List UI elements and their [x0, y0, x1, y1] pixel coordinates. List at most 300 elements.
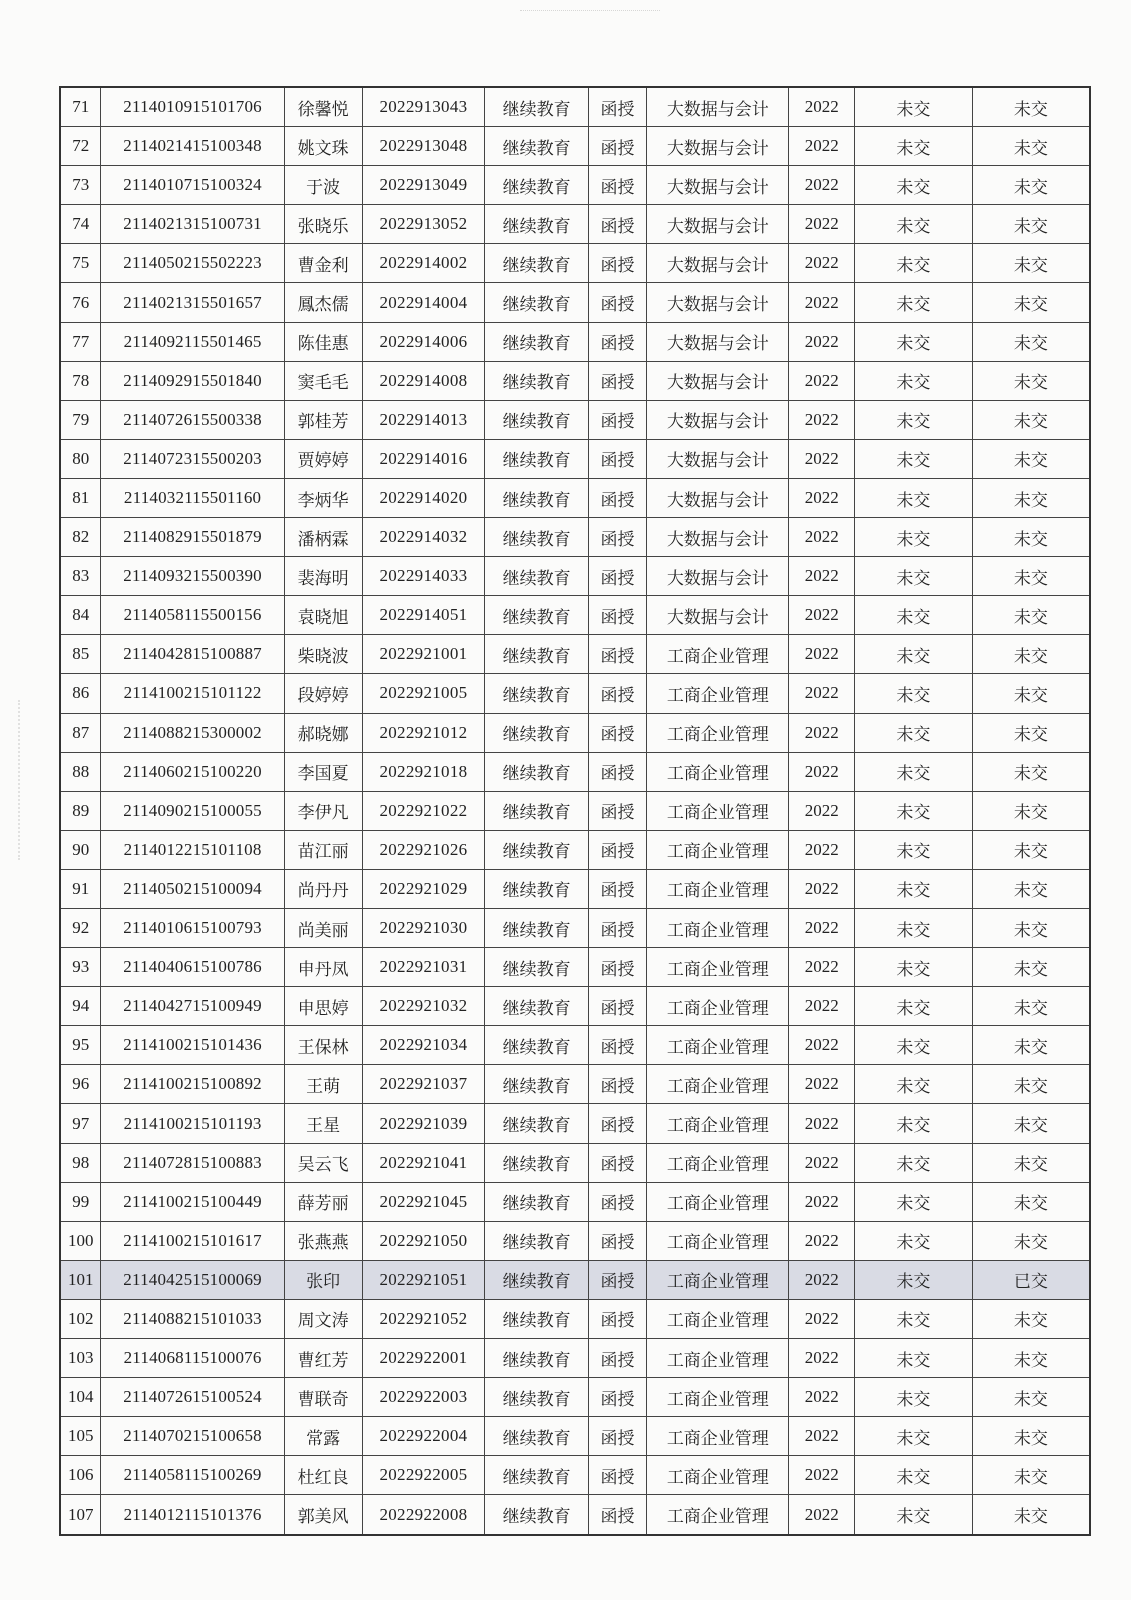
- row-id-number: 2114060215100220: [101, 752, 284, 791]
- row-status-1: 未交: [854, 1026, 972, 1065]
- row-major: 大数据与会计: [647, 361, 789, 400]
- row-seq: 80: [60, 439, 101, 478]
- row-id-number: 2114050215100094: [101, 869, 284, 908]
- row-study-form: 函授: [588, 1104, 646, 1143]
- table-row: [60, 1104, 1090, 1143]
- row-education-type: 继续教育: [485, 478, 588, 517]
- row-year: 2022: [789, 1378, 855, 1417]
- row-status-2: 未交: [972, 1221, 1090, 1260]
- row-status-2: 未交: [972, 439, 1090, 478]
- row-status-1: 未交: [854, 791, 972, 830]
- row-major: 工商企业管理: [647, 1026, 789, 1065]
- row-status-1: 未交: [854, 1182, 972, 1221]
- row-status-1: 未交: [854, 1221, 972, 1260]
- row-education-type: 继续教育: [485, 1378, 588, 1417]
- row-education-type: 继续教育: [485, 987, 588, 1026]
- row-student-number: 2022921039: [362, 1104, 485, 1143]
- row-student-number: 2022914032: [362, 518, 485, 557]
- row-seq: 89: [60, 791, 101, 830]
- row-student-number: 2022914033: [362, 557, 485, 596]
- row-name: 姚文珠: [284, 127, 362, 166]
- row-year: 2022: [789, 557, 855, 596]
- row-year: 2022: [789, 439, 855, 478]
- row-seq: 96: [60, 1065, 101, 1104]
- row-id-number: 2114088215300002: [101, 713, 284, 752]
- row-status-1: 未交: [854, 1339, 972, 1378]
- row-study-form: 函授: [588, 1339, 646, 1378]
- row-study-form: 函授: [588, 127, 646, 166]
- row-study-form: 函授: [588, 518, 646, 557]
- row-id-number: 2114100215100892: [101, 1065, 284, 1104]
- row-status-1: 未交: [854, 987, 972, 1026]
- row-major: 工商企业管理: [647, 1143, 789, 1182]
- row-status-1: 未交: [854, 948, 972, 987]
- table-row: [60, 322, 1090, 361]
- table-row: [60, 1378, 1090, 1417]
- row-status-2: 未交: [972, 987, 1090, 1026]
- row-status-1: 未交: [854, 869, 972, 908]
- row-seq: 103: [60, 1339, 101, 1378]
- row-student-number: 2022914006: [362, 322, 485, 361]
- row-status-2: 未交: [972, 791, 1090, 830]
- row-study-form: 函授: [588, 1378, 646, 1417]
- row-study-form: 函授: [588, 1026, 646, 1065]
- row-name: 申丹凤: [284, 948, 362, 987]
- row-status-2: 未交: [972, 518, 1090, 557]
- table-row: [60, 1417, 1090, 1456]
- row-seq: 72: [60, 127, 101, 166]
- row-name: 郝晓娜: [284, 713, 362, 752]
- row-id-number: 2114072615100524: [101, 1378, 284, 1417]
- row-year: 2022: [789, 1026, 855, 1065]
- row-status-1: 未交: [854, 1065, 972, 1104]
- row-status-2: 未交: [972, 322, 1090, 361]
- row-id-number: 2114021315100731: [101, 205, 284, 244]
- row-major: 工商企业管理: [647, 869, 789, 908]
- row-seq: 92: [60, 908, 101, 947]
- row-major: 工商企业管理: [647, 1260, 789, 1299]
- row-seq: 90: [60, 830, 101, 869]
- student-roster-table: [59, 86, 1091, 1536]
- row-education-type: 继续教育: [485, 127, 588, 166]
- row-status-1: 未交: [854, 166, 972, 205]
- row-status-1: 未交: [854, 400, 972, 439]
- row-study-form: 函授: [588, 478, 646, 517]
- row-id-number: 2114058115500156: [101, 596, 284, 635]
- row-education-type: 继续教育: [485, 205, 588, 244]
- row-seq: 93: [60, 948, 101, 987]
- row-student-number: 2022921051: [362, 1260, 485, 1299]
- row-id-number: 2114042515100069: [101, 1260, 284, 1299]
- table-row: [60, 478, 1090, 517]
- row-status-1: 未交: [854, 1417, 972, 1456]
- row-education-type: 继续教育: [485, 869, 588, 908]
- row-id-number: 2114070215100658: [101, 1417, 284, 1456]
- row-year: 2022: [789, 244, 855, 283]
- row-study-form: 函授: [588, 752, 646, 791]
- row-status-1: 未交: [854, 127, 972, 166]
- row-name: 周文涛: [284, 1299, 362, 1338]
- row-seq: 97: [60, 1104, 101, 1143]
- row-year: 2022: [789, 400, 855, 439]
- row-student-number: 2022921026: [362, 830, 485, 869]
- row-study-form: 函授: [588, 1143, 646, 1182]
- row-id-number: 2114010915101706: [101, 87, 284, 127]
- roster-body: [60, 87, 1090, 1535]
- row-seq: 88: [60, 752, 101, 791]
- row-seq: 75: [60, 244, 101, 283]
- row-student-number: 2022921018: [362, 752, 485, 791]
- row-education-type: 继续教育: [485, 557, 588, 596]
- row-name: 贾婷婷: [284, 439, 362, 478]
- row-education-type: 继续教育: [485, 752, 588, 791]
- row-status-1: 未交: [854, 596, 972, 635]
- row-status-2: 未交: [972, 1417, 1090, 1456]
- row-id-number: 2114010715100324: [101, 166, 284, 205]
- row-status-2: 已交: [972, 1260, 1090, 1299]
- row-status-1: 未交: [854, 1260, 972, 1299]
- row-education-type: 继续教育: [485, 87, 588, 127]
- row-year: 2022: [789, 908, 855, 947]
- row-education-type: 继续教育: [485, 1339, 588, 1378]
- row-status-1: 未交: [854, 439, 972, 478]
- row-major: 大数据与会计: [647, 127, 789, 166]
- row-status-2: 未交: [972, 557, 1090, 596]
- row-student-number: 2022922004: [362, 1417, 485, 1456]
- row-year: 2022: [789, 1065, 855, 1104]
- row-study-form: 函授: [588, 987, 646, 1026]
- row-major: 工商企业管理: [647, 1378, 789, 1417]
- row-education-type: 继续教育: [485, 674, 588, 713]
- row-name: 王萌: [284, 1065, 362, 1104]
- row-major: 工商企业管理: [647, 674, 789, 713]
- row-year: 2022: [789, 830, 855, 869]
- table-row: [60, 1221, 1090, 1260]
- table-row: [60, 1339, 1090, 1378]
- row-year: 2022: [789, 478, 855, 517]
- row-education-type: 继续教育: [485, 244, 588, 283]
- row-student-number: 2022921034: [362, 1026, 485, 1065]
- row-name: 于波: [284, 166, 362, 205]
- row-education-type: 继续教育: [485, 1065, 588, 1104]
- row-student-number: 2022921012: [362, 713, 485, 752]
- row-student-number: 2022921037: [362, 1065, 485, 1104]
- row-status-2: 未交: [972, 596, 1090, 635]
- row-education-type: 继续教育: [485, 1221, 588, 1260]
- row-status-2: 未交: [972, 908, 1090, 947]
- row-education-type: 继续教育: [485, 948, 588, 987]
- row-name: 窦毛毛: [284, 361, 362, 400]
- row-study-form: 函授: [588, 1456, 646, 1495]
- row-year: 2022: [789, 948, 855, 987]
- row-id-number: 2114088215101033: [101, 1299, 284, 1338]
- row-status-2: 未交: [972, 1026, 1090, 1065]
- row-status-2: 未交: [972, 830, 1090, 869]
- row-major: 工商企业管理: [647, 1221, 789, 1260]
- table-row: [60, 1182, 1090, 1221]
- row-status-2: 未交: [972, 869, 1090, 908]
- table-row: [60, 674, 1090, 713]
- row-year: 2022: [789, 166, 855, 205]
- row-status-1: 未交: [854, 87, 972, 127]
- row-student-number: 2022922005: [362, 1456, 485, 1495]
- table-row: [60, 1456, 1090, 1495]
- row-status-1: 未交: [854, 322, 972, 361]
- row-id-number: 2114012115101376: [101, 1495, 284, 1535]
- row-id-number: 2114090215100055: [101, 791, 284, 830]
- row-status-2: 未交: [972, 283, 1090, 322]
- row-student-number: 2022922003: [362, 1378, 485, 1417]
- row-year: 2022: [789, 283, 855, 322]
- row-study-form: 函授: [588, 1182, 646, 1221]
- row-name: 王星: [284, 1104, 362, 1143]
- row-student-number: 2022914008: [362, 361, 485, 400]
- row-status-2: 未交: [972, 205, 1090, 244]
- row-student-number: 2022922001: [362, 1339, 485, 1378]
- row-education-type: 继续教育: [485, 830, 588, 869]
- table-row: [60, 1065, 1090, 1104]
- row-year: 2022: [789, 987, 855, 1026]
- row-status-1: 未交: [854, 635, 972, 674]
- row-status-1: 未交: [854, 205, 972, 244]
- row-education-type: 继续教育: [485, 439, 588, 478]
- row-year: 2022: [789, 869, 855, 908]
- row-major: 大数据与会计: [647, 439, 789, 478]
- scan-artifact-left: [18, 700, 48, 860]
- row-status-2: 未交: [972, 1065, 1090, 1104]
- row-id-number: 2114040615100786: [101, 948, 284, 987]
- row-status-2: 未交: [972, 1143, 1090, 1182]
- row-status-2: 未交: [972, 166, 1090, 205]
- row-major: 工商企业管理: [647, 908, 789, 947]
- row-status-1: 未交: [854, 752, 972, 791]
- row-name: 杜红良: [284, 1456, 362, 1495]
- row-education-type: 继续教育: [485, 1495, 588, 1535]
- row-name: 潘柄霖: [284, 518, 362, 557]
- row-name: 裴海明: [284, 557, 362, 596]
- row-id-number: 2114100215101193: [101, 1104, 284, 1143]
- row-name: 吴云飞: [284, 1143, 362, 1182]
- table-row: [60, 439, 1090, 478]
- row-year: 2022: [789, 674, 855, 713]
- row-status-2: 未交: [972, 948, 1090, 987]
- row-major: 工商企业管理: [647, 1299, 789, 1338]
- row-status-1: 未交: [854, 1456, 972, 1495]
- row-status-2: 未交: [972, 713, 1090, 752]
- row-id-number: 2114012215101108: [101, 830, 284, 869]
- row-year: 2022: [789, 1495, 855, 1535]
- row-study-form: 函授: [588, 439, 646, 478]
- row-study-form: 函授: [588, 791, 646, 830]
- row-seq: 102: [60, 1299, 101, 1338]
- row-study-form: 函授: [588, 1221, 646, 1260]
- row-name: 郭桂芳: [284, 400, 362, 439]
- table-row: [60, 205, 1090, 244]
- row-study-form: 函授: [588, 1299, 646, 1338]
- row-status-1: 未交: [854, 361, 972, 400]
- row-major: 大数据与会计: [647, 557, 789, 596]
- row-id-number: 2114082915501879: [101, 518, 284, 557]
- row-status-2: 未交: [972, 1299, 1090, 1338]
- row-seq: 71: [60, 87, 101, 127]
- row-education-type: 继续教育: [485, 1104, 588, 1143]
- row-seq: 101: [60, 1260, 101, 1299]
- row-status-1: 未交: [854, 1378, 972, 1417]
- row-status-2: 未交: [972, 1182, 1090, 1221]
- row-education-type: 继续教育: [485, 1143, 588, 1182]
- row-study-form: 函授: [588, 166, 646, 205]
- row-status-1: 未交: [854, 674, 972, 713]
- row-study-form: 函授: [588, 283, 646, 322]
- row-name: 李炳华: [284, 478, 362, 517]
- row-year: 2022: [789, 127, 855, 166]
- row-major: 大数据与会计: [647, 205, 789, 244]
- scan-artifact-top: [520, 10, 660, 19]
- row-student-number: 2022914051: [362, 596, 485, 635]
- row-seq: 99: [60, 1182, 101, 1221]
- row-seq: 81: [60, 478, 101, 517]
- row-id-number: 2114072315500203: [101, 439, 284, 478]
- row-education-type: 继续教育: [485, 1026, 588, 1065]
- row-seq: 85: [60, 635, 101, 674]
- row-student-number: 2022914020: [362, 478, 485, 517]
- row-major: 大数据与会计: [647, 283, 789, 322]
- row-student-number: 2022921045: [362, 1182, 485, 1221]
- table-row: [60, 908, 1090, 947]
- row-education-type: 继续教育: [485, 283, 588, 322]
- row-year: 2022: [789, 1456, 855, 1495]
- row-major: 大数据与会计: [647, 87, 789, 127]
- row-study-form: 函授: [588, 869, 646, 908]
- row-student-number: 2022913052: [362, 205, 485, 244]
- row-status-1: 未交: [854, 1495, 972, 1535]
- row-name: 申思婷: [284, 987, 362, 1026]
- row-status-2: 未交: [972, 400, 1090, 439]
- row-seq: 86: [60, 674, 101, 713]
- row-education-type: 继续教育: [485, 713, 588, 752]
- row-year: 2022: [789, 87, 855, 127]
- row-name: 张燕燕: [284, 1221, 362, 1260]
- row-seq: 77: [60, 322, 101, 361]
- table-row: [60, 1299, 1090, 1338]
- row-major: 工商企业管理: [647, 987, 789, 1026]
- row-education-type: 继续教育: [485, 596, 588, 635]
- row-education-type: 继续教育: [485, 1299, 588, 1338]
- row-education-type: 继续教育: [485, 518, 588, 557]
- row-student-number: 2022914002: [362, 244, 485, 283]
- row-name: 李伊凡: [284, 791, 362, 830]
- row-major: 工商企业管理: [647, 1065, 789, 1104]
- row-seq: 106: [60, 1456, 101, 1495]
- row-name: 张印: [284, 1260, 362, 1299]
- table-row: [60, 127, 1090, 166]
- row-major: 工商企业管理: [647, 1495, 789, 1535]
- row-study-form: 函授: [588, 635, 646, 674]
- row-seq: 87: [60, 713, 101, 752]
- row-status-1: 未交: [854, 518, 972, 557]
- row-name: 张晓乐: [284, 205, 362, 244]
- table-row: [60, 752, 1090, 791]
- table-row: [60, 87, 1090, 127]
- row-student-number: 2022914016: [362, 439, 485, 478]
- row-status-2: 未交: [972, 1339, 1090, 1378]
- row-study-form: 函授: [588, 713, 646, 752]
- row-study-form: 函授: [588, 596, 646, 635]
- row-status-1: 未交: [854, 908, 972, 947]
- row-year: 2022: [789, 1260, 855, 1299]
- row-status-2: 未交: [972, 478, 1090, 517]
- row-name: 郭美风: [284, 1495, 362, 1535]
- row-name: 常露: [284, 1417, 362, 1456]
- row-education-type: 继续教育: [485, 908, 588, 947]
- row-id-number: 2114050215502223: [101, 244, 284, 283]
- table-row: [60, 791, 1090, 830]
- table-row: [60, 557, 1090, 596]
- row-study-form: 函授: [588, 830, 646, 869]
- row-education-type: 继续教育: [485, 1182, 588, 1221]
- row-major: 工商企业管理: [647, 830, 789, 869]
- row-name: 曹红芳: [284, 1339, 362, 1378]
- row-year: 2022: [789, 322, 855, 361]
- row-student-number: 2022921050: [362, 1221, 485, 1260]
- row-id-number: 2114021415100348: [101, 127, 284, 166]
- row-status-2: 未交: [972, 674, 1090, 713]
- row-major: 大数据与会计: [647, 400, 789, 439]
- row-seq: 83: [60, 557, 101, 596]
- row-id-number: 2114021315501657: [101, 283, 284, 322]
- row-student-number: 2022922008: [362, 1495, 485, 1535]
- table-row: [60, 987, 1090, 1026]
- row-id-number: 2114042715100949: [101, 987, 284, 1026]
- row-student-number: 2022921052: [362, 1299, 485, 1338]
- row-name: 徐馨悦: [284, 87, 362, 127]
- row-status-2: 未交: [972, 1456, 1090, 1495]
- table-row: [60, 1026, 1090, 1065]
- row-seq: 82: [60, 518, 101, 557]
- row-seq: 76: [60, 283, 101, 322]
- row-year: 2022: [789, 1182, 855, 1221]
- row-major: 工商企业管理: [647, 713, 789, 752]
- row-student-number: 2022921001: [362, 635, 485, 674]
- row-year: 2022: [789, 1143, 855, 1182]
- row-study-form: 函授: [588, 1065, 646, 1104]
- row-seq: 100: [60, 1221, 101, 1260]
- row-status-1: 未交: [854, 478, 972, 517]
- row-study-form: 函授: [588, 557, 646, 596]
- row-id-number: 2114100215101122: [101, 674, 284, 713]
- row-student-number: 2022913043: [362, 87, 485, 127]
- table-row: [60, 830, 1090, 869]
- row-seq: 94: [60, 987, 101, 1026]
- row-study-form: 函授: [588, 1260, 646, 1299]
- row-study-form: 函授: [588, 205, 646, 244]
- row-year: 2022: [789, 205, 855, 244]
- row-student-number: 2022914013: [362, 400, 485, 439]
- row-major: 工商企业管理: [647, 635, 789, 674]
- row-name: 王保林: [284, 1026, 362, 1065]
- row-id-number: 2114072815100883: [101, 1143, 284, 1182]
- row-id-number: 2114100215100449: [101, 1182, 284, 1221]
- row-status-1: 未交: [854, 1299, 972, 1338]
- row-name: 尚丹丹: [284, 869, 362, 908]
- row-major: 工商企业管理: [647, 791, 789, 830]
- row-education-type: 继续教育: [485, 322, 588, 361]
- row-id-number: 2114092915501840: [101, 361, 284, 400]
- row-study-form: 函授: [588, 400, 646, 439]
- table-row: [60, 283, 1090, 322]
- row-study-form: 函授: [588, 1417, 646, 1456]
- row-major: 工商企业管理: [647, 1417, 789, 1456]
